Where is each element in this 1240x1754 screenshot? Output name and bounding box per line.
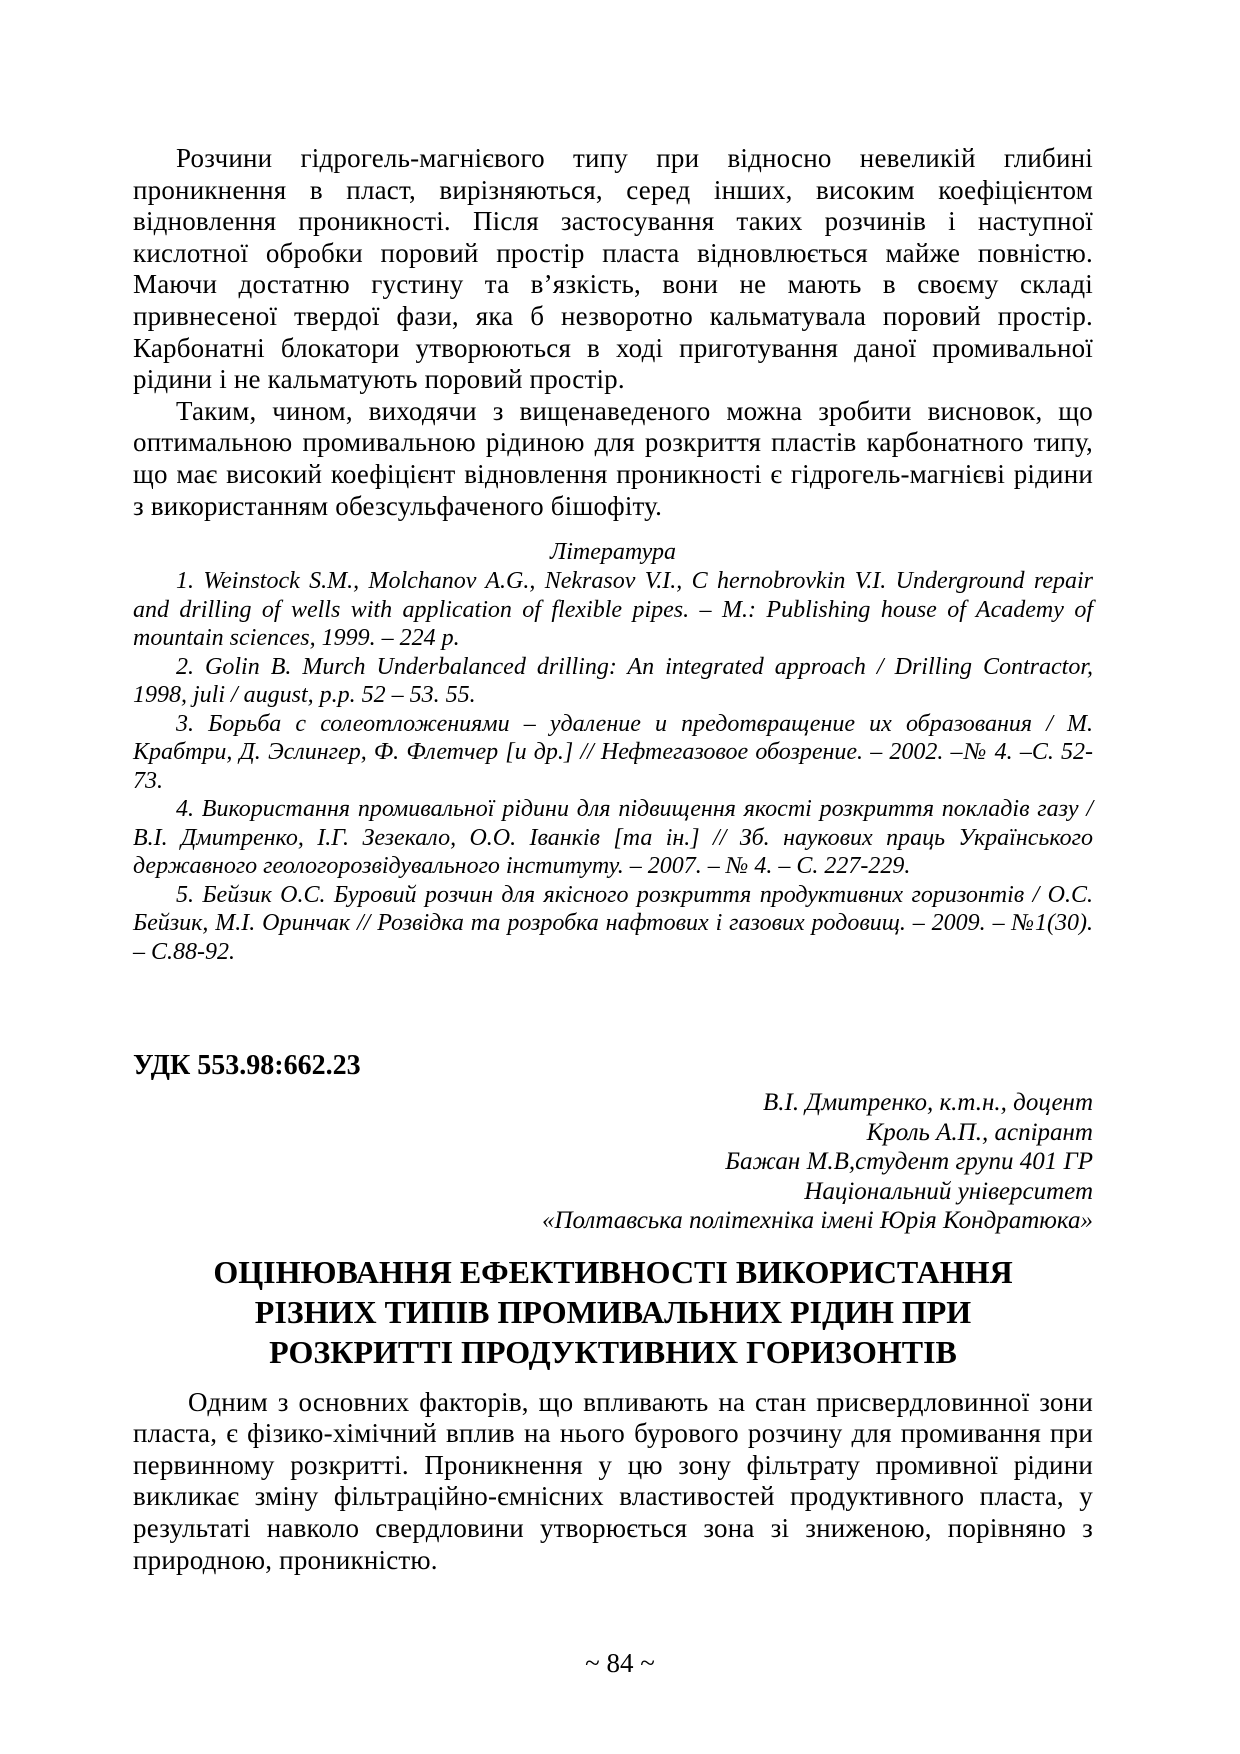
authors-block: [133, 1088, 1093, 1236]
reference-item-3: 3. Борьба с солеотложениями – удаление и предотвращение их образования / М. Крабтри, Д. Эслингер, Ф. Флетчер [и др.] // Нефтегазовое обозрение. – 2002. –№ 4. –С. 52-73.: [133, 710, 1093, 794]
author-line-2: Кроль А.П., аспірант: [866, 1118, 1093, 1146]
page-number: ~ 84 ~: [585, 1648, 655, 1678]
reference-item-4: 4. Використання промивальної рідини для підвищення якості розкриття покладів газу / В.І. Дмитренко, І.Г. Зезекало, О.О. Іванків [та ін.] // Зб. наукових праць Українського державного геологорозвідувального інституту. – 2007. – № 4. – С. 227-229.: [133, 796, 1093, 880]
affiliation-line-1: Національний університет: [804, 1177, 1093, 1205]
reference-item-1: 1. Weinstock S.M., Molchanov A.G., Nekrasov V.I., C hernobrovkin V.I. Underground repair and drilling of wells with application of flexible pipes. – M.: Publishing house of Academy of mountain sciences, 1999. – 224 p.: [133, 568, 1093, 652]
article-title: ОЦІНЮВАННЯ ЕФЕКТИВНОСТІ ВИКОРИСТАННЯ РІЗНИХ ТИПІВ ПРОМИВАЛЬНИХ РІДИН ПРИ РОЗКРИТТІ ПРОДУКТИВНИХ ГОРИЗОНТІВ: [213, 1253, 1013, 1370]
udc-code: УДК 553.98:662.23: [133, 1050, 361, 1082]
reference-item-5: 5. Бейзик О.С. Буровий розчин для якісного розкриття продуктивних горизонтів / О.С. Бейзик, М.І. Оринчак // Розвідка та розробка нафтових і газових родовищ. – 2009. – №1(30). – С.88-92.: [133, 881, 1093, 965]
reference-item-2: 2. Golin B. Murch Underbalanced drilling: An integrated approach / Drilling Contractor, 1998, juli / august, p.p. 52 – 53. 55.: [133, 653, 1093, 709]
author-line-3: Бажан М.В,студент групи 401 ГР: [725, 1148, 1093, 1176]
intro-paragraph: Одним з основних факторів, що впливають на стан присвердловинної зони пласта, є фізико-хімічний вплив на нього бурового розчину для промивання при первинному розкритті. Проникнення у цю зону фільтрату промивної рідини викликає зміну фільтраційно-ємнісних властивостей продуктивного пласта, у результаті навколо свердловини утворюється зона зі зниженою, порівняно з природною, проникністю.: [133, 1386, 1093, 1575]
author-line-1: В.І. Дмитренко, к.т.н., доцент: [762, 1089, 1093, 1117]
references-heading: Література: [550, 539, 676, 566]
conclusion-paragraph-2: Таким, чином, виходячи з вищенаведеного можна зробити висновок, що оптимальною промивальною рідиною для розкриття пластів карбонатного типу, що має високий коефіцієнт відновлення проникності є гідрогель-магнієві рідини з використанням обезсульфаченого бішофіту.: [133, 395, 1093, 521]
conclusion-paragraph-1: Розчини гідрогель-магнієвого типу при відносно невеликій глибині проникнення в пласт, вирізняються, серед інших, високим коефіцієнтом відновлення проникності. Після застосування таких розчинів і наступної кислотної обробки поровий простір пласта відновлюється майже повністю. Маючи достатню густину та в’язкість, вони не мають в своєму складі привнесеної твердої фази, яка б незворотно кальматувала поровий простір. Карбонатні блокатори утворюються в ході приготування даної промивальної рідини і не кальматують поровий простір.: [133, 143, 1093, 395]
affiliation-line-2: «Полтавська політехніка імені Юрія Кондратюка»: [542, 1207, 1093, 1235]
page-content: [133, 143, 1093, 1576]
